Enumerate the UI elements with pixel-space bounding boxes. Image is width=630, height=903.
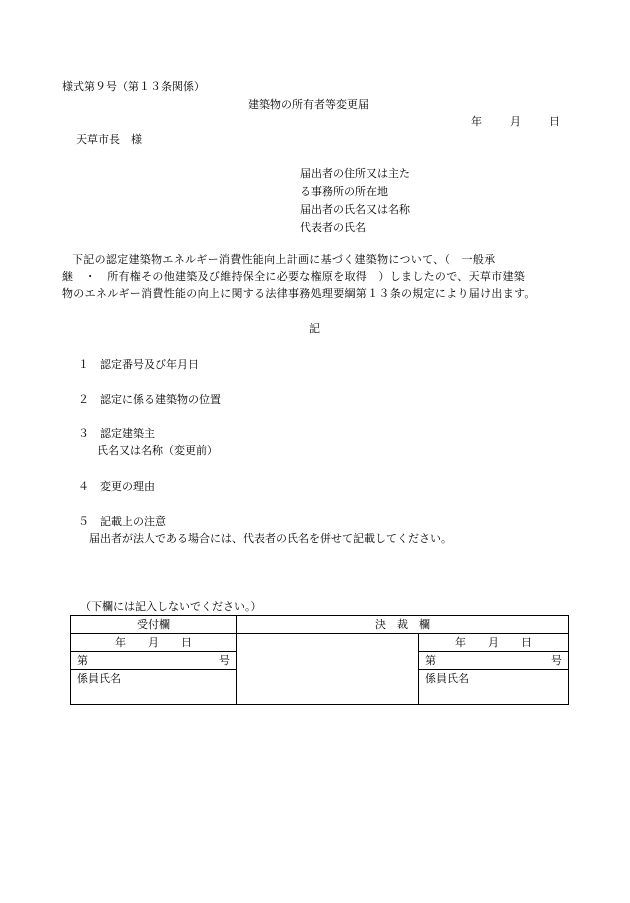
form-title: 建築物の所有者等変更届 [248, 98, 369, 111]
applicant-name-label: 届出者の氏名又は名称 [300, 203, 410, 216]
date-day: 日 [549, 115, 560, 128]
representative-name-label: 代表者の氏名 [300, 221, 366, 234]
item-2: ２ 認定に係る建築物の位置 [78, 393, 221, 406]
item-3-sub: 氏名又は名称（変更前） [97, 444, 218, 457]
office-use-table [70, 615, 569, 705]
decision-number: 第 号 [419, 652, 569, 670]
decision-header: 決 裁 欄 [237, 616, 569, 634]
body-line-3: 物のエネルギー消費性能の向上に関する法律事務処理要綱第１３条の規定により届け出ます。 [62, 287, 536, 300]
date-line [471, 115, 560, 129]
form-number-label: 様式第９号（第１３条関係） [62, 80, 205, 93]
office-use-note: （下欄には記入しないでください。） [80, 600, 262, 613]
date-year: 年 [471, 115, 482, 128]
addressee: 天草市長 様 [76, 133, 142, 146]
decision-staff: 係員氏名 [419, 670, 569, 705]
item-4: ４ 変更の理由 [78, 480, 155, 493]
reception-date: 年 月 日 [71, 634, 237, 652]
decision-blank [237, 634, 419, 705]
item-3: ３ 認定建築主 [78, 427, 155, 440]
body-line-2: 継 ・ 所有権その他建築及び維持保全に必要な権原を取得 ）しましたので、天草市建築 [62, 270, 526, 283]
item-5: ５ 記載上の注意 [78, 515, 166, 528]
ki-label: 記 [309, 322, 320, 335]
item-1: １ 認定番号及び年月日 [78, 358, 199, 371]
applicant-address-label-2: る事務所の所在地 [300, 185, 388, 198]
decision-date: 年 月 日 [419, 634, 569, 652]
applicant-address-label: 届出者の住所又は主た [300, 167, 410, 180]
reception-staff: 係員氏名 [71, 670, 237, 705]
item-5-sub: 届出者が法人である場合には、代表者の氏名を併せて記載してください。 [89, 532, 452, 545]
body-line-1: 下記の認定建築物エネルギー消費性能向上計画に基づく建築物について、（ 一般承 [72, 253, 496, 266]
reception-number: 第 号 [71, 652, 237, 670]
body-paragraph [62, 251, 582, 302]
reception-header: 受付欄 [71, 616, 237, 634]
date-month: 月 [510, 115, 521, 128]
